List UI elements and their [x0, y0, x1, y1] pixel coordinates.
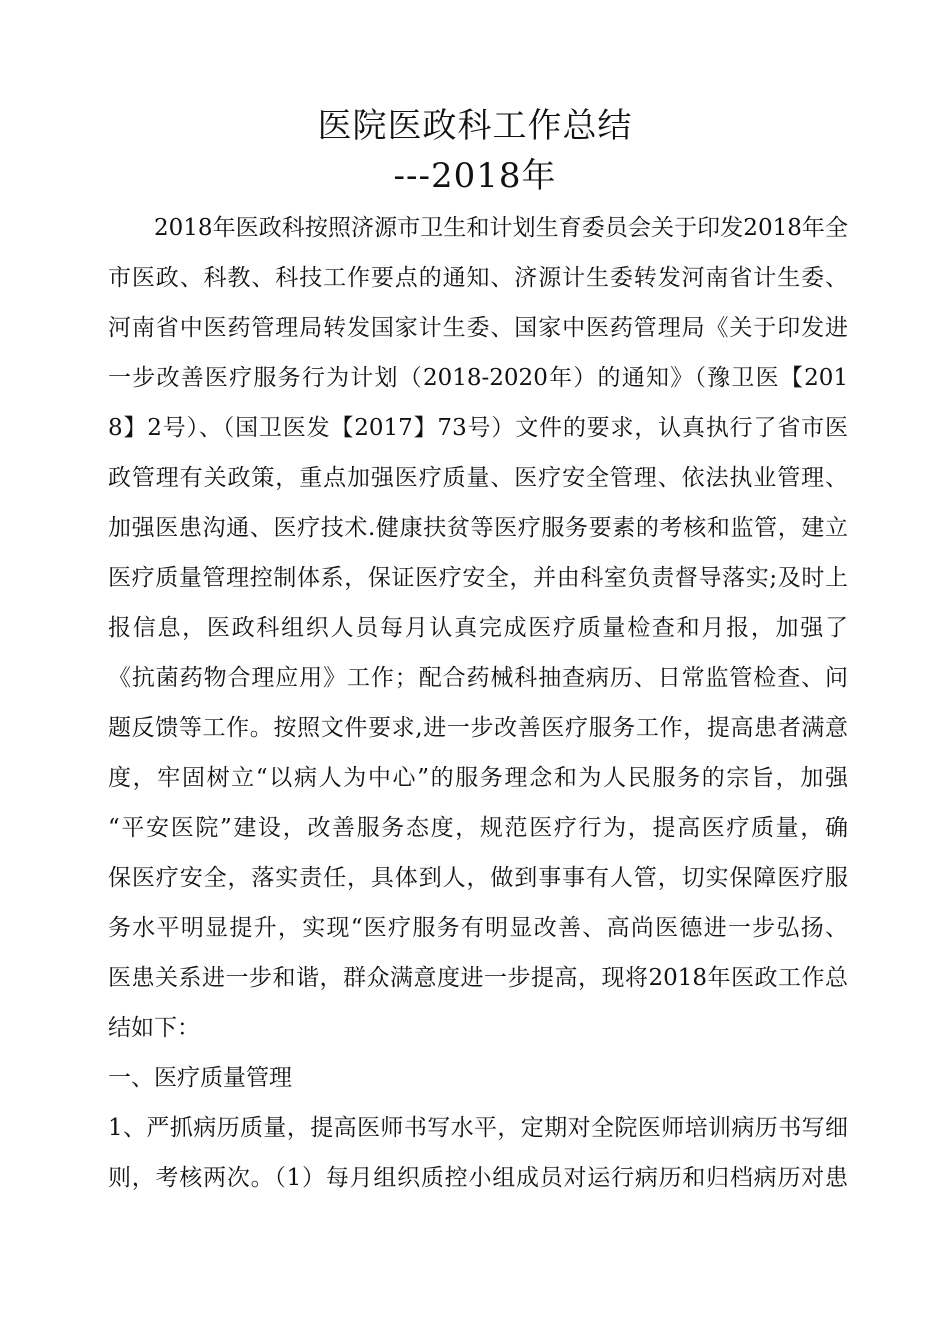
paragraph-line: 度，牢固树立“以病人为中心”的服务理念和为人民服务的宗旨，加强 — [108, 765, 848, 791]
paragraph-line: 报信息，医政科组织人员每月认真完成医疗质量检查和月报，加强了 — [108, 615, 848, 641]
paragraph-line: 医患关系进一步和谐，群众满意度进一步提高，现将2018年医政工作总 — [108, 965, 848, 991]
paragraph-line: 保医疗安全，落实责任，具体到人，做到事事有人管，切实保障医疗服 — [108, 865, 848, 891]
paragraph-line: 医疗质量管理控制体系，保证医疗安全，并由科室负责督导落实;及时上 — [108, 565, 848, 591]
paragraph-line: 河南省中医药管理局转发国家计生委、国家中医药管理局《关于印发进 — [108, 315, 848, 341]
paragraph-line: 结如下： — [108, 1015, 200, 1041]
document-title: 医院医政科工作总结 — [317, 106, 633, 146]
paragraph-line: 一步改善医疗服务行为计划（2018-2020年）的通知》（豫卫医【201 — [108, 365, 848, 391]
paragraph-line: 2018年医政科按照济源市卫生和计划生育委员会关于印发2018年全 — [154, 215, 848, 241]
section-heading: 一、医疗质量管理 — [108, 1065, 292, 1091]
paragraph-line: 加强医患沟通、医疗技术.健康扶贫等医疗服务要素的考核和监管，建立 — [108, 515, 848, 541]
paragraph-line: “平安医院”建设，改善服务态度，规范医疗行为，提高医疗质量，确 — [108, 815, 848, 841]
document-subtitle: ---2018年 — [393, 156, 557, 196]
paragraph-line: 则，考核两次。（1）每月组织质控小组成员对运行病历和归档病历对患 — [108, 1165, 848, 1191]
paragraph-line: 市医政、科教、科技工作要点的通知、济源计生委转发河南省计生委、 — [108, 265, 848, 291]
paragraph-line: 1、严抓病历质量，提高医师书写水平，定期对全院医师培训病历书写细 — [108, 1115, 848, 1141]
paragraph-line: 题反馈等工作。按照文件要求,进一步改善医疗服务工作，提高患者满意 — [108, 715, 848, 741]
paragraph-line: 8】2号）、（国卫医发【2017】73号）文件的要求，认真执行了省市医 — [108, 415, 848, 441]
paragraph-line: 政管理有关政策，重点加强医疗质量、医疗安全管理、依法执业管理、 — [108, 465, 848, 491]
paragraph-line: 务水平明显提升，实现“医疗服务有明显改善、高尚医德进一步弘扬、 — [108, 915, 848, 941]
paragraph-line: 《抗菌药物合理应用》工作；配合药械科抽查病历、日常监管检查、问 — [108, 665, 848, 691]
